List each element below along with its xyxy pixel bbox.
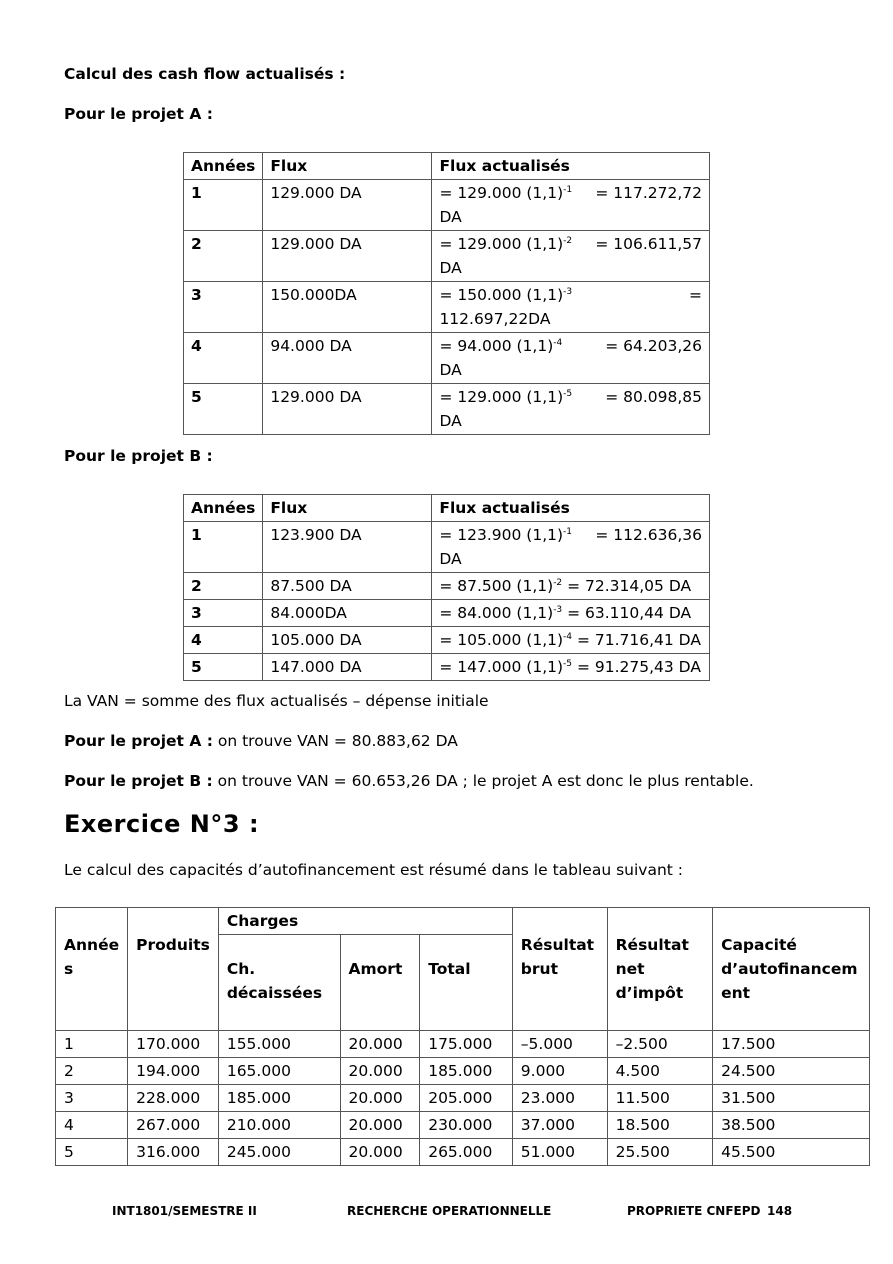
cell-resultat-brut: 9.000 — [512, 1058, 607, 1085]
cell-flux-actualise — [432, 282, 710, 333]
formula-continuation: DA — [439, 259, 462, 277]
formula-exponent: -1 — [563, 527, 573, 537]
cell-flux-actualise — [432, 627, 710, 654]
cell-resultat-brut: 51.000 — [512, 1139, 607, 1166]
formula-result: = 72.314,05 DA — [562, 577, 692, 595]
cell-produits: 228.000 — [128, 1085, 219, 1112]
page-number: 148 — [767, 1204, 793, 1218]
table-row — [56, 1139, 870, 1166]
cell-annee: 2 — [184, 231, 263, 282]
formula-result: = 71.716,41 DA — [572, 631, 701, 649]
formula-exponent: -1 — [563, 185, 573, 195]
cell-ch-decaissees: 245.000 — [218, 1139, 340, 1166]
cell-capacite: 17.500 — [713, 1031, 870, 1058]
cell-ch-decaissees: 185.000 — [218, 1085, 340, 1112]
header-annees: Années — [184, 153, 263, 180]
cell-flux: 84.000DA — [263, 600, 432, 627]
footer-right: PROPRIETE CNFEPD — [627, 1204, 761, 1218]
table-header-row — [184, 495, 710, 522]
cell-flux-actualise — [432, 573, 710, 600]
table-row — [184, 600, 710, 627]
cell-resultat-brut: 23.000 — [512, 1085, 607, 1112]
cell-flux-actualise — [432, 654, 710, 681]
formula-base: = 84.000 (1,1) — [439, 604, 554, 622]
cell-capacite: 38.500 — [713, 1112, 870, 1139]
cell-total: 175.000 — [420, 1031, 513, 1058]
header-flux-actualises: Flux actualisés — [432, 153, 710, 180]
cell-flux: 105.000 DA — [263, 627, 432, 654]
cell-flux-actualise — [432, 333, 710, 384]
header-charges: Charges — [218, 908, 512, 935]
cell-annee: 3 — [184, 600, 263, 627]
formula-exponent: -4 — [553, 338, 563, 348]
table-row — [184, 522, 710, 573]
cell-flux-actualise — [432, 231, 710, 282]
cell-annee: 5 — [184, 654, 263, 681]
cell-resultat-brut: 37.000 — [512, 1112, 607, 1139]
table-row — [56, 1085, 870, 1112]
cell-flux: 147.000 DA — [263, 654, 432, 681]
header-produits: Produits — [128, 908, 219, 1031]
header-flux: Flux — [263, 153, 432, 180]
formula-base: = 147.000 (1,1) — [439, 658, 564, 676]
header-annees: Années — [184, 495, 263, 522]
table-row — [56, 1031, 870, 1058]
cell-resultat-net: –2.500 — [607, 1031, 712, 1058]
formula-base: = 123.900 (1,1) — [439, 526, 564, 544]
cell-annee: 2 — [56, 1058, 128, 1085]
table-header-row — [184, 153, 710, 180]
cell-annee: 3 — [184, 282, 263, 333]
header-annees: Année s — [56, 908, 128, 1031]
table-row — [184, 654, 710, 681]
formula-result: = 117.272,72 — [595, 184, 702, 202]
van-a-line — [64, 731, 458, 751]
cell-total: 185.000 — [420, 1058, 513, 1085]
cell-ch-decaissees: 165.000 — [218, 1058, 340, 1085]
projet-a-label: Pour le projet A : — [64, 105, 213, 123]
section-heading: Calcul des cash flow actualisés : — [64, 65, 346, 83]
cell-annee: 1 — [184, 180, 263, 231]
formula-base: = 129.000 (1,1) — [439, 184, 564, 202]
header-flux: Flux — [263, 495, 432, 522]
cell-resultat-net: 4.500 — [607, 1058, 712, 1085]
formula-continuation: DA — [439, 208, 462, 226]
formula-base: = 150.000 (1,1) — [439, 286, 564, 304]
cell-flux-actualise — [432, 522, 710, 573]
header-flux-actualises: Flux actualisés — [432, 495, 710, 522]
cell-flux: 87.500 DA — [263, 573, 432, 600]
cell-amort: 20.000 — [340, 1085, 420, 1112]
table-row — [184, 282, 710, 333]
cell-total: 230.000 — [420, 1112, 513, 1139]
formula-result: = 63.110,44 DA — [562, 604, 692, 622]
header-capacite: Capacité d’autofinancem ent — [713, 908, 870, 1031]
table-row — [184, 333, 710, 384]
cell-annee: 1 — [56, 1031, 128, 1058]
cell-annee: 4 — [56, 1112, 128, 1139]
cell-resultat-net: 18.500 — [607, 1112, 712, 1139]
formula-exponent: -4 — [563, 632, 573, 642]
cell-produits: 194.000 — [128, 1058, 219, 1085]
cell-ch-decaissees: 210.000 — [218, 1112, 340, 1139]
cell-flux: 94.000 DA — [263, 333, 432, 384]
formula-result: = 80.098,85 — [605, 388, 702, 406]
cell-amort: 20.000 — [340, 1112, 420, 1139]
formula-result: = — [689, 286, 702, 304]
cell-amort: 20.000 — [340, 1031, 420, 1058]
footer-left: INT1801/SEMESTRE II — [112, 1204, 257, 1218]
table-row — [184, 180, 710, 231]
cell-flux: 129.000 DA — [263, 384, 432, 435]
cell-produits: 267.000 — [128, 1112, 219, 1139]
exercice-intro: Le calcul des capacités d’autofinancement est résumé dans le tableau suivant : — [64, 861, 684, 879]
projet-a-table — [183, 152, 710, 435]
cell-total: 265.000 — [420, 1139, 513, 1166]
formula-continuation: 112.697,22DA — [439, 310, 551, 328]
cell-flux-actualise — [432, 180, 710, 231]
formula-result: = 112.636,36 — [595, 526, 702, 544]
header-resultat-brut: Résultat brut — [512, 908, 607, 1031]
table-row — [56, 1058, 870, 1085]
table-row — [184, 384, 710, 435]
formula-continuation: DA — [439, 412, 462, 430]
formula-base: = 105.000 (1,1) — [439, 631, 564, 649]
table-header-row — [56, 908, 870, 935]
exercice-title: Exercice N°3 : — [64, 810, 260, 838]
cell-annee: 1 — [184, 522, 263, 573]
cell-ch-decaissees: 155.000 — [218, 1031, 340, 1058]
cell-flux: 129.000 DA — [263, 231, 432, 282]
table-row — [184, 573, 710, 600]
cell-amort: 20.000 — [340, 1139, 420, 1166]
cell-flux: 129.000 DA — [263, 180, 432, 231]
cell-annee: 4 — [184, 333, 263, 384]
formula-exponent: -3 — [553, 605, 563, 615]
cell-resultat-net: 11.500 — [607, 1085, 712, 1112]
formula-exponent: -5 — [563, 659, 573, 669]
formula-result: = 106.611,57 — [595, 235, 702, 253]
cell-annee: 5 — [56, 1139, 128, 1166]
formula-base: = 129.000 (1,1) — [439, 388, 564, 406]
cell-annee: 4 — [184, 627, 263, 654]
formula-base: = 87.500 (1,1) — [439, 577, 554, 595]
cell-flux: 150.000DA — [263, 282, 432, 333]
formula-exponent: -2 — [563, 236, 573, 246]
cell-annee: 3 — [56, 1085, 128, 1112]
formula-exponent: -3 — [563, 287, 573, 297]
van-b-text: on trouve VAN = 60.653,26 DA ; le projet A est donc le plus rentable. — [212, 772, 754, 790]
van-a-text: on trouve VAN = 80.883,62 DA — [212, 732, 458, 750]
caf-table — [55, 907, 870, 1166]
header-total: Total — [420, 935, 513, 1031]
projet-b-table — [183, 494, 710, 681]
table-row — [184, 231, 710, 282]
cell-total: 205.000 — [420, 1085, 513, 1112]
formula-exponent: -2 — [553, 578, 563, 588]
header-amort: Amort — [340, 935, 420, 1031]
cell-amort: 20.000 — [340, 1058, 420, 1085]
cell-flux: 123.900 DA — [263, 522, 432, 573]
cell-annee: 5 — [184, 384, 263, 435]
projet-b-label: Pour le projet B : — [64, 447, 213, 465]
cell-produits: 316.000 — [128, 1139, 219, 1166]
formula-continuation: DA — [439, 550, 462, 568]
header-resultat-net: Résultat net d’impôt — [607, 908, 712, 1031]
formula-exponent: -5 — [563, 389, 573, 399]
cell-resultat-net: 25.500 — [607, 1139, 712, 1166]
table-row — [56, 1112, 870, 1139]
table-row — [184, 627, 710, 654]
cell-annee: 2 — [184, 573, 263, 600]
cell-produits: 170.000 — [128, 1031, 219, 1058]
formula-result: = 64.203,26 — [605, 337, 702, 355]
van-b-label: Pour le projet B : — [64, 772, 213, 790]
cell-resultat-brut: –5.000 — [512, 1031, 607, 1058]
formula-base: = 129.000 (1,1) — [439, 235, 564, 253]
cell-flux-actualise — [432, 600, 710, 627]
header-ch-decaissees: Ch. décaissées — [218, 935, 340, 1031]
formula-base: = 94.000 (1,1) — [439, 337, 554, 355]
van-b-line — [64, 771, 754, 791]
cell-flux-actualise — [432, 384, 710, 435]
van-formula: La VAN = somme des flux actualisés – dépense initiale — [64, 692, 489, 710]
formula-result: = 91.275,43 DA — [572, 658, 701, 676]
cell-capacite: 31.500 — [713, 1085, 870, 1112]
cell-capacite: 45.500 — [713, 1139, 870, 1166]
cell-capacite: 24.500 — [713, 1058, 870, 1085]
formula-continuation: DA — [439, 361, 462, 379]
van-a-label: Pour le projet A : — [64, 732, 213, 750]
footer-center: RECHERCHE OPERATIONNELLE — [347, 1204, 552, 1218]
